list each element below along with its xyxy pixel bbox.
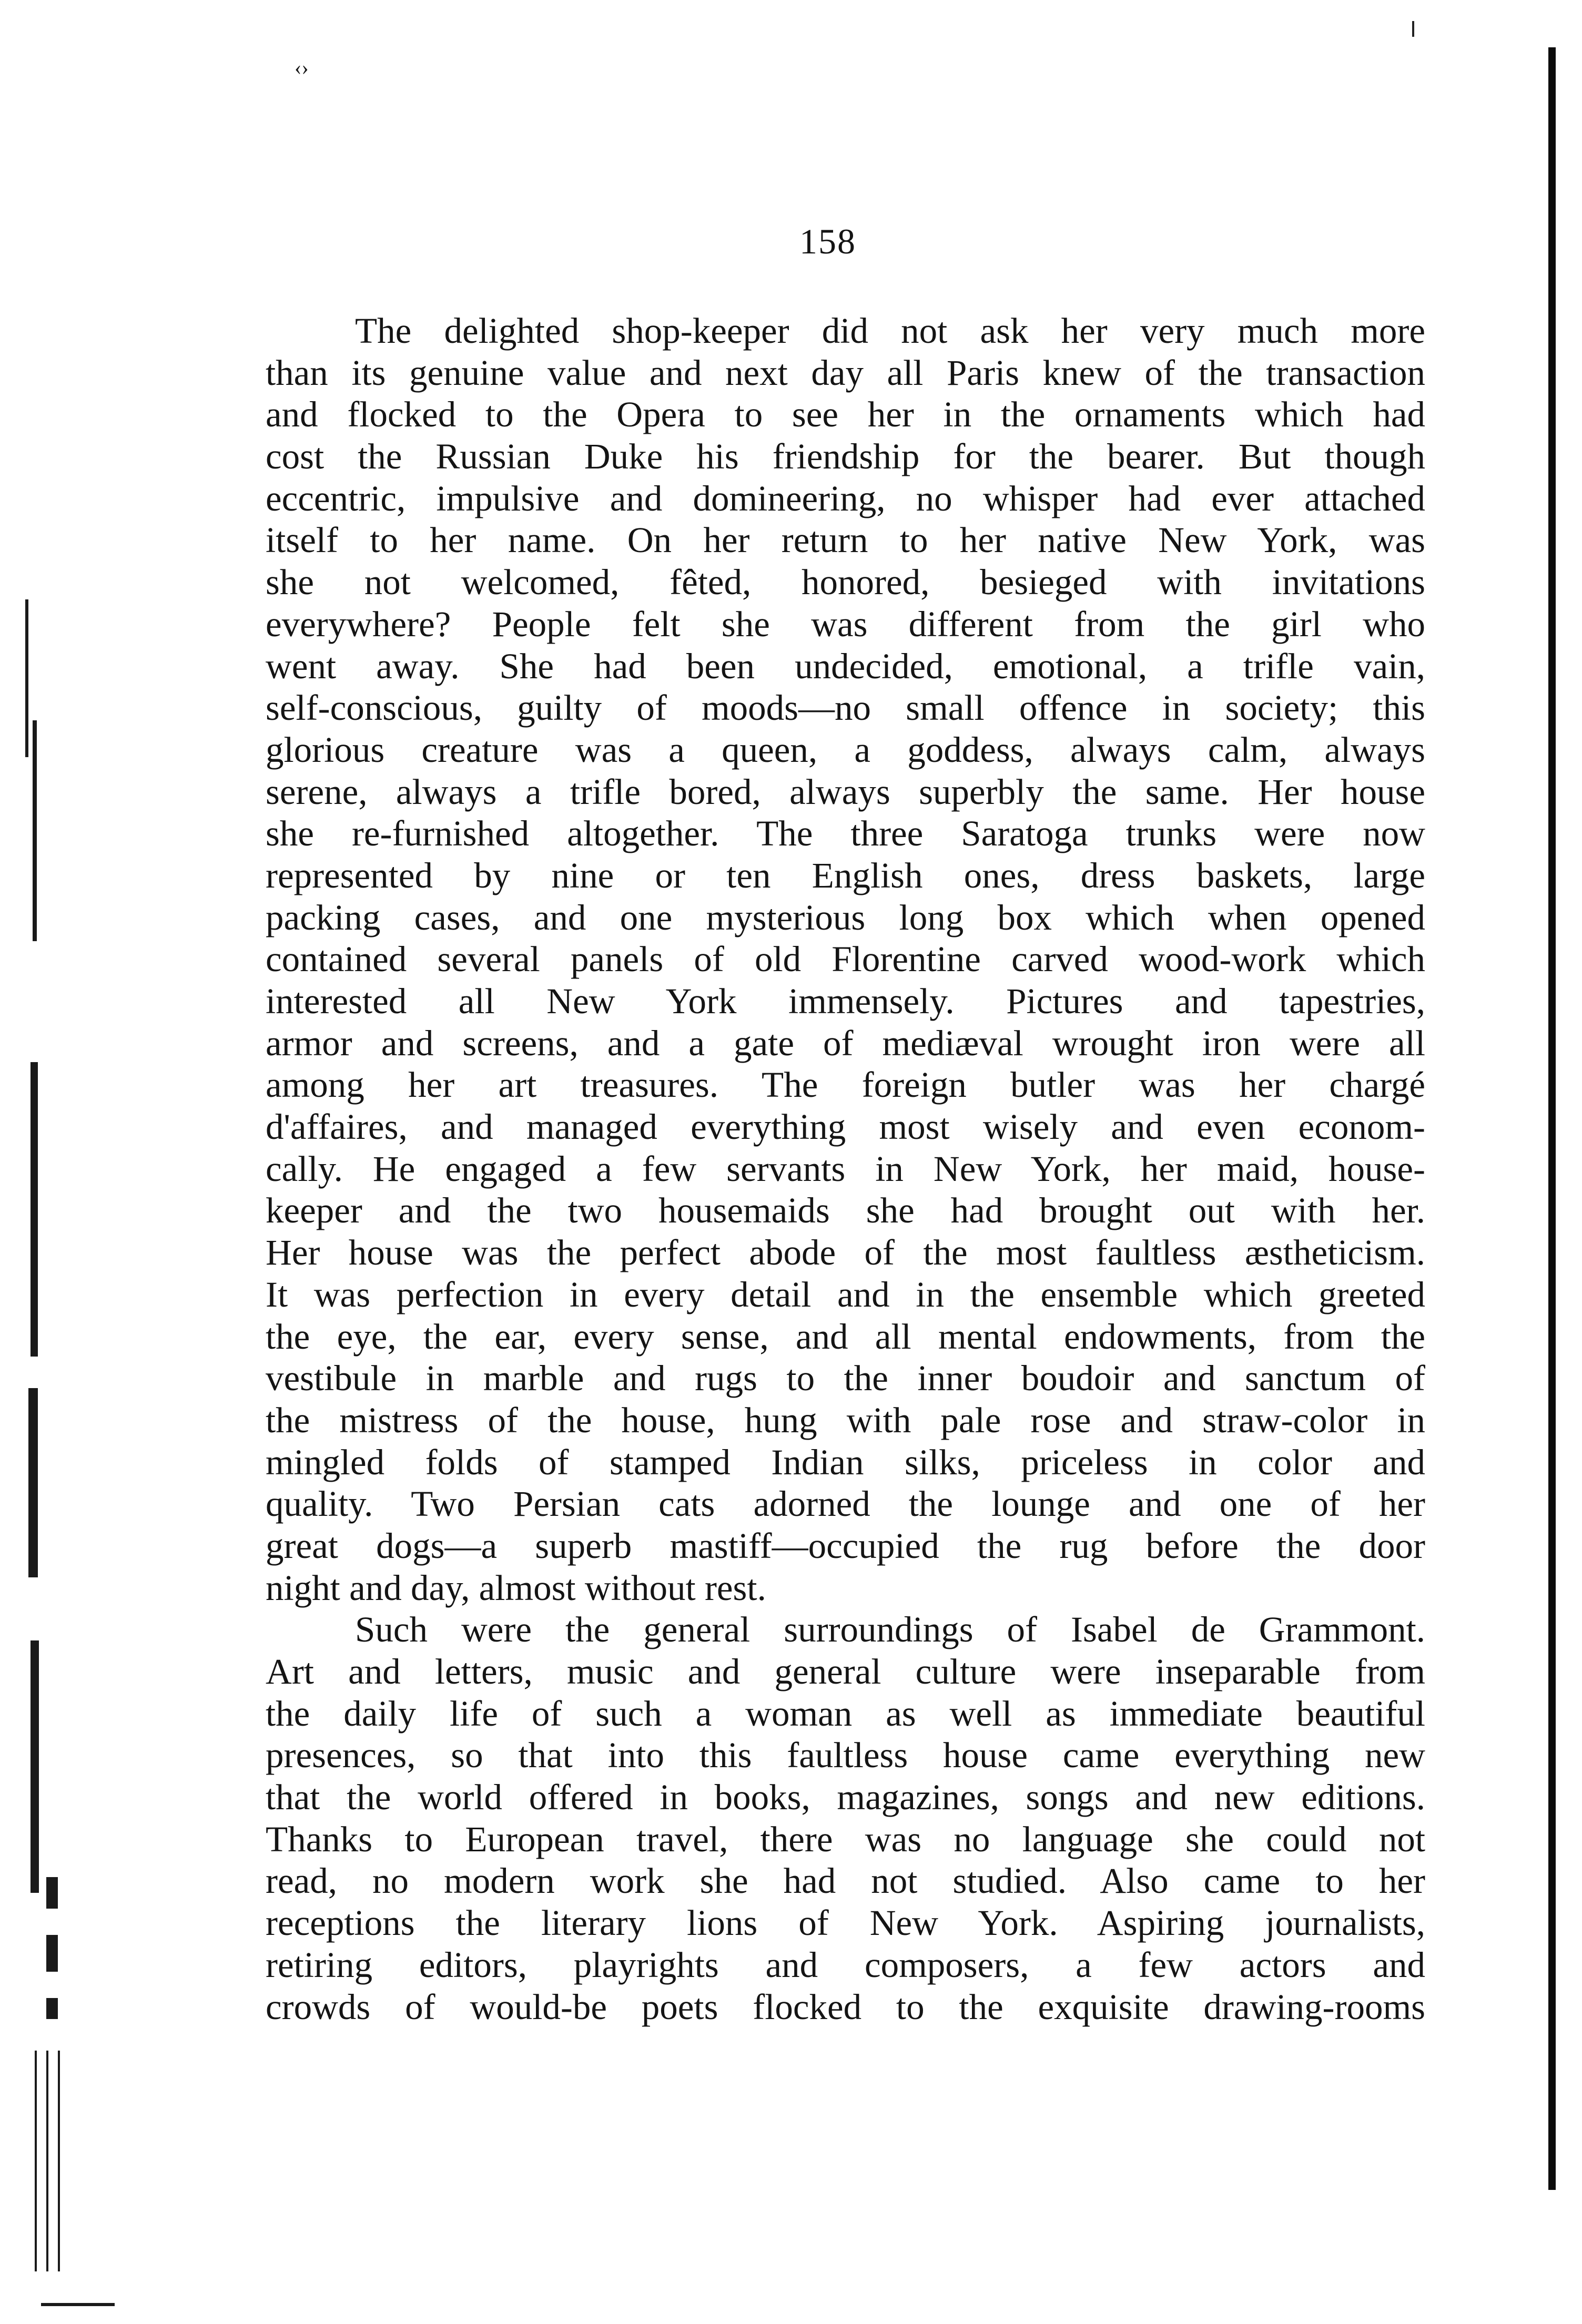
text-line: the mistress of the house, hung with pale rose and straw-color in — [266, 1400, 1425, 1440]
text-line: represented by nine or ten English ones, dress baskets, large — [266, 855, 1425, 895]
text-line: eccentric, impulsive and domineering, no whisper had ever attached — [266, 478, 1425, 518]
text-line: the eye, the ear, every sense, and all mental endowments, from the — [266, 1316, 1425, 1357]
text-line: It was perfection in every detail and in the ensemble which greeted — [266, 1274, 1425, 1314]
text-line: keeper and the two housemaids she had brought out with her. — [266, 1190, 1425, 1231]
text-line: receptions the literary lions of New York. Aspiring journalists, — [266, 1903, 1425, 1943]
text-line: great dogs—a superb mastiff—occupied the rug before the door — [266, 1525, 1425, 1566]
text-line: Her house was the perfect abode of the most faultless æstheticism. — [266, 1232, 1425, 1273]
text-line: quality. Two Persian cats adorned the lounge and one of her — [266, 1484, 1425, 1524]
text-line: read, no modern work she had not studied. Also came to her — [266, 1861, 1425, 1901]
text-line: vestibule in marble and rugs to the inner boudoir and sanctum of — [266, 1358, 1425, 1399]
text-line: d'affaires, and managed everything most wisely and even econom- — [266, 1107, 1425, 1147]
body-text — [266, 310, 1425, 2028]
text-line: presences, so that into this faultless house came everything new — [266, 1735, 1425, 1776]
text-line: contained several panels of old Florentine carved wood-work which — [266, 939, 1425, 980]
text-line: she not welcomed, fêted, honored, besieged with invitations — [266, 562, 1425, 603]
paragraph — [266, 1609, 1425, 2028]
text-line: self-conscious, guilty of moods—no small offence in society; this — [266, 688, 1425, 728]
text-line: the daily life of such a woman as well as immediate beautiful — [266, 1693, 1425, 1734]
scan-corner-mark — [1412, 21, 1414, 37]
text-line: went away. She had been undecided, emotional, a trifle vain, — [266, 646, 1425, 686]
text-line: among her art treasures. The foreign butler was her chargé — [266, 1065, 1425, 1105]
text-line: crowds of would-be poets flocked to the exquisite drawing-rooms — [266, 1986, 1425, 2027]
page-number: 158 — [799, 221, 856, 261]
text-line: glorious creature was a queen, a goddess, always calm, always — [266, 729, 1425, 770]
text-line: that the world offered in books, magazines, songs and new editions. — [266, 1777, 1425, 1818]
text-line: itself to her name. On her return to her native New York, was — [266, 520, 1425, 560]
text-line: night and day, almost without rest. — [266, 1567, 766, 1608]
text-line: everywhere? People felt she was different from the girl who — [266, 604, 1425, 644]
text-line: cally. He engaged a few servants in New York, her maid, house- — [266, 1148, 1425, 1189]
text-line: and flocked to the Opera to see her in the ornaments which had — [266, 394, 1425, 435]
text-line: Such were the general surroundings of Isabel de Grammont. — [355, 1609, 1425, 1650]
text-line: than its genuine value and next day all Paris knew of the transaction — [266, 352, 1425, 393]
text-line: interested all New York immensely. Pictures and tapestries, — [266, 981, 1425, 1021]
text-line: mingled folds of stamped Indian silks, priceless in color and — [266, 1442, 1425, 1482]
text-line: Thanks to European travel, there was no language she could not — [266, 1819, 1425, 1859]
text-line: packing cases, and one mysterious long box which when opened — [266, 897, 1425, 937]
text-line: serene, always a trifle bored, always superbly the same. Her house — [266, 771, 1425, 812]
scan-left-edge-noise — [9, 63, 73, 2261]
text-line: cost the Russian Duke his friendship for the bearer. But though — [266, 436, 1425, 477]
scan-right-border — [1548, 47, 1556, 2190]
text-line: The delighted shop-keeper did not ask her very much more — [355, 311, 1425, 351]
paragraph — [266, 310, 1425, 1609]
text-line: she re-furnished altogether. The three Saratoga trunks were now — [266, 813, 1425, 854]
top-scan-mark: ‹› — [295, 56, 309, 79]
text-line: Art and letters, music and general culture were inseparable from — [266, 1652, 1425, 1691]
text-line: retiring editors, playrights and composers, a few actors and — [266, 1944, 1425, 1985]
text-line: armor and screens, and a gate of mediæval wrought iron were all — [266, 1023, 1425, 1063]
